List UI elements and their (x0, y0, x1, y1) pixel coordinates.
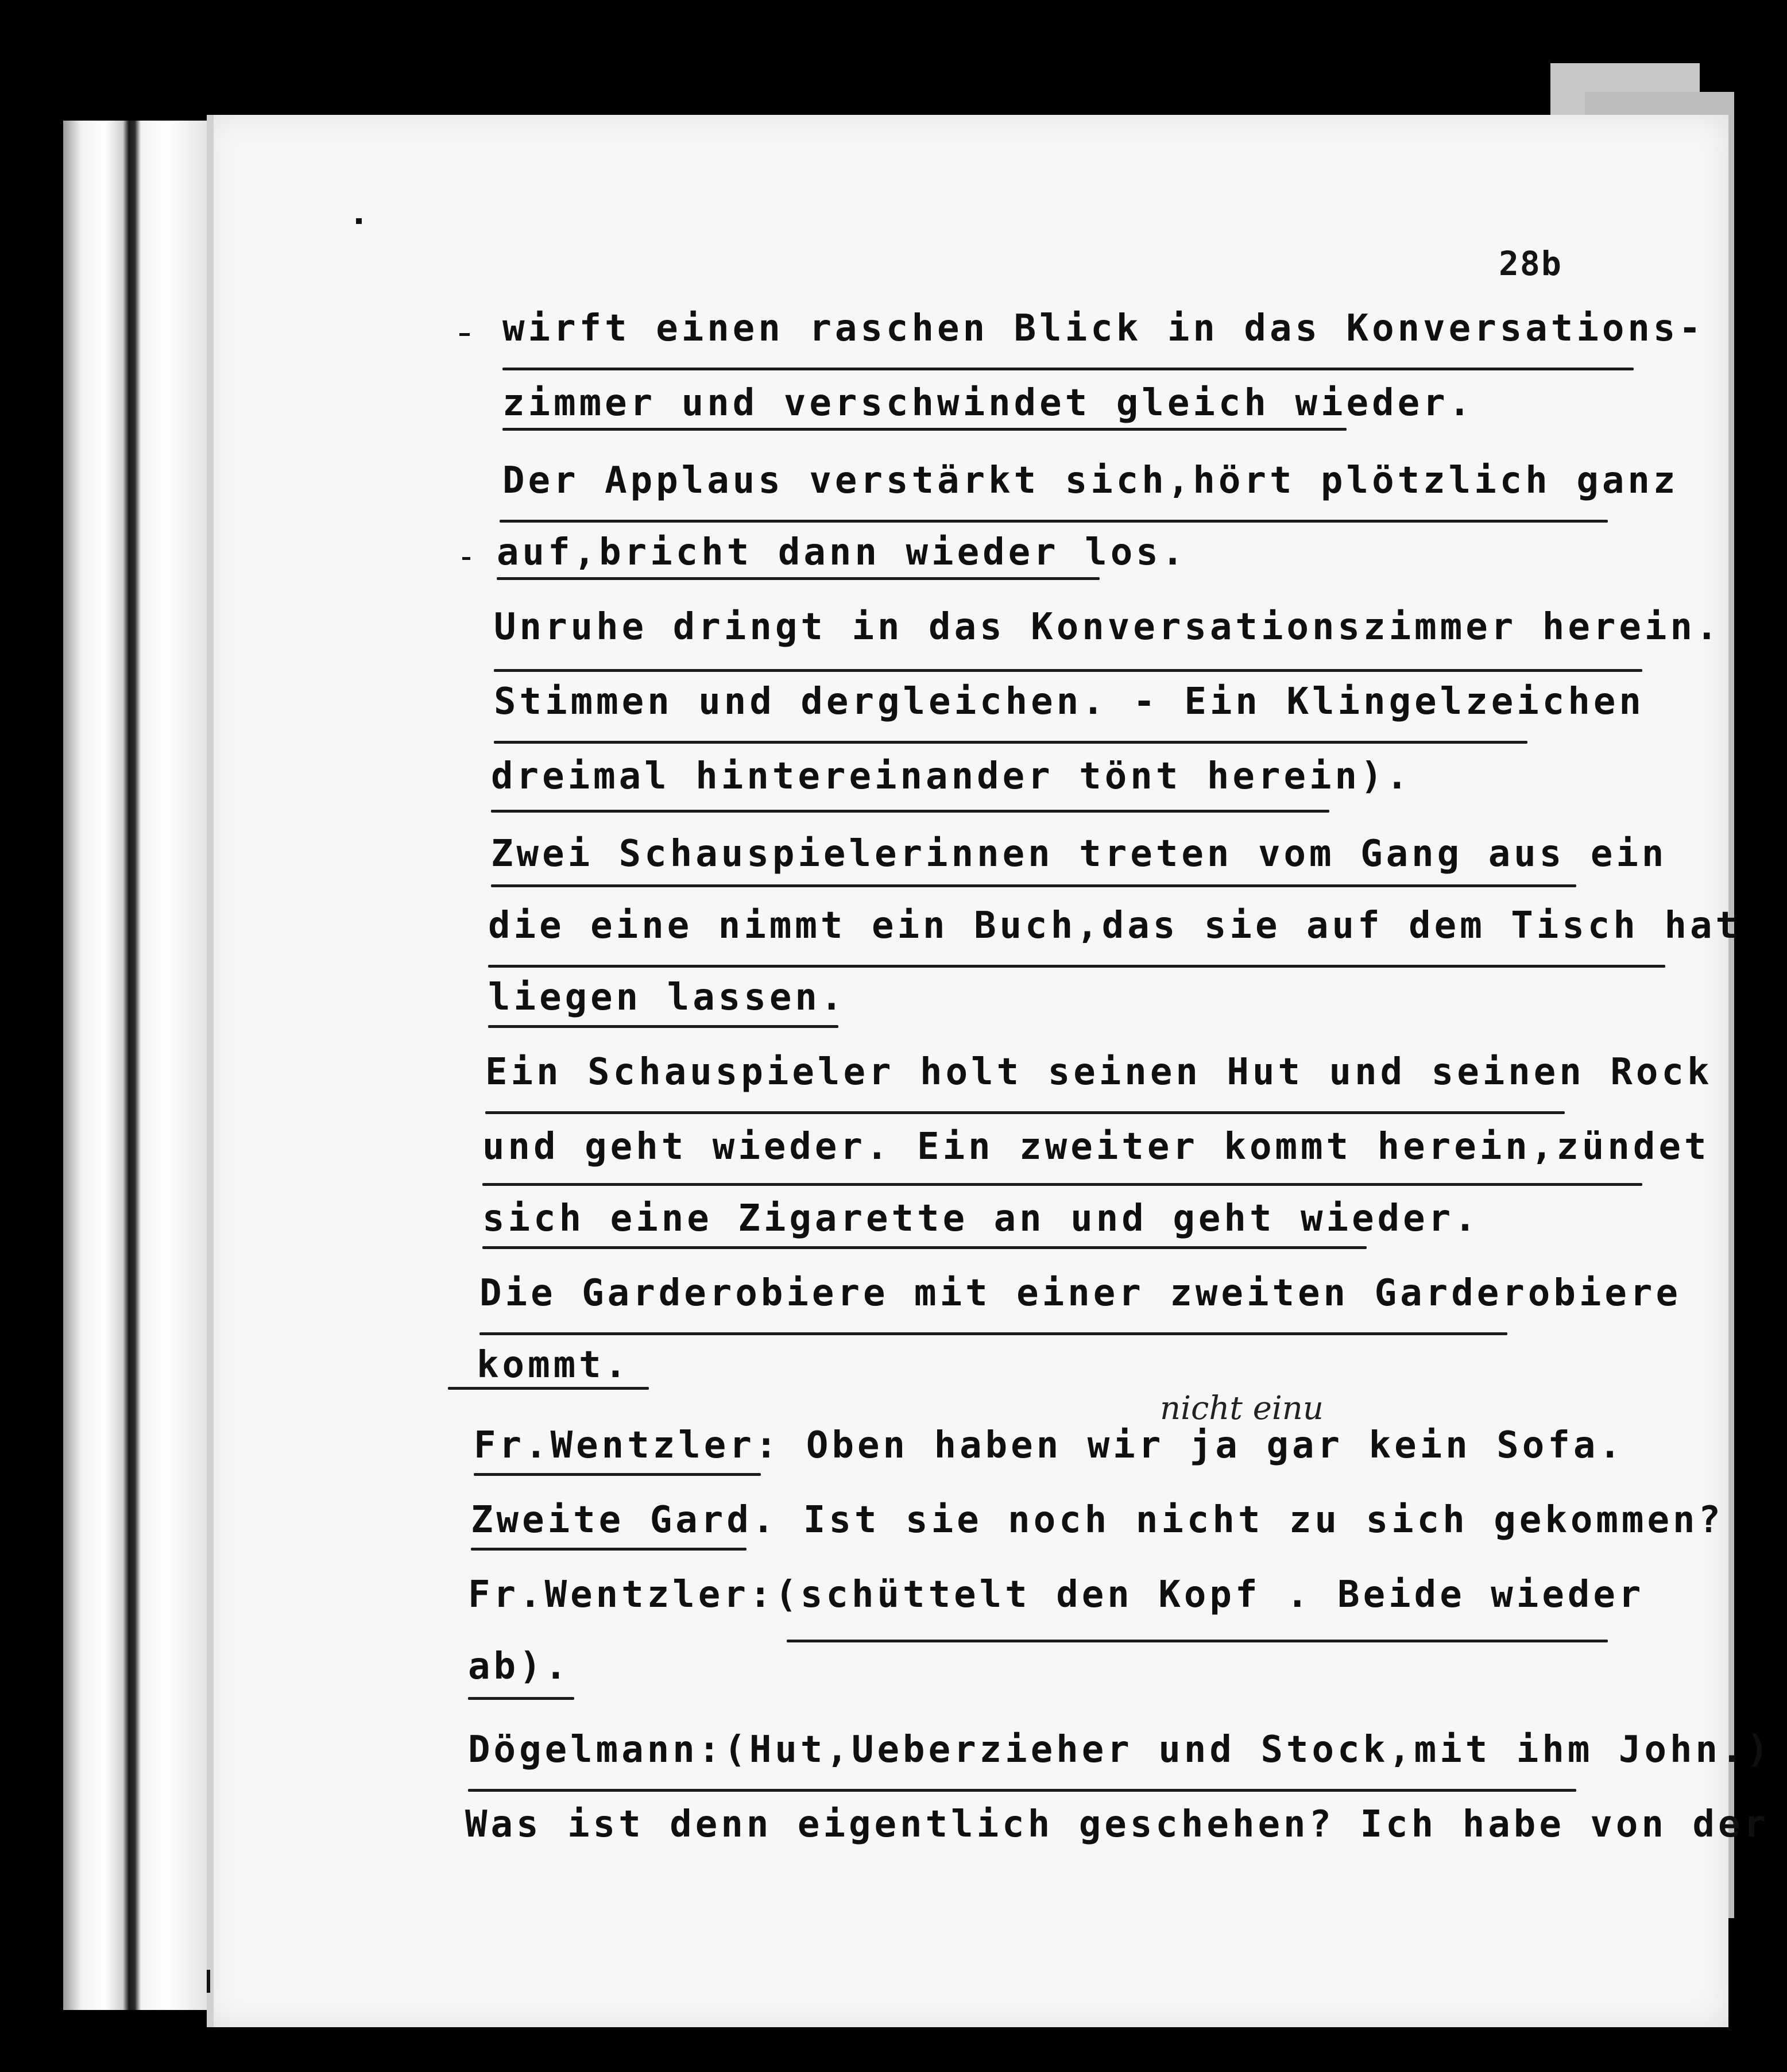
text-line: Dögelmann:(Hut,Ueberzieher und Stock,mit ihm John.) (468, 1729, 1773, 1771)
scan-speck (459, 333, 470, 336)
underline (491, 810, 1329, 813)
underline (482, 1183, 1642, 1186)
scan-speck (462, 557, 470, 560)
folded-page-edge (63, 121, 212, 2010)
underline (474, 1473, 761, 1476)
page-number: 28b (1499, 244, 1562, 283)
text-line: zimmer und verschwindet gleich wieder. (502, 382, 1475, 424)
page-left-edge (207, 115, 214, 2027)
text-line: Stimmen und dergleichen. - Ein Klingelzeichen (494, 681, 1645, 723)
underline (497, 577, 1100, 580)
text-line: liegen lassen. (488, 976, 846, 1019)
underline (471, 1548, 746, 1551)
text-line: Der Applaus verstärkt sich,hört plötzlich ganz (502, 459, 1679, 502)
underline (485, 1111, 1565, 1114)
text-line: die eine nimmt ein Buch,das sie auf dem Tisch hat (488, 904, 1742, 947)
underline (502, 428, 1347, 431)
underline (494, 669, 1642, 672)
text-line: ab). (468, 1645, 571, 1688)
text-line: Was ist denn eigentlich geschehen? Ich habe von der (465, 1803, 1770, 1846)
text-line: auf,bricht dann wieder los. (497, 531, 1188, 574)
text-line: Fr.Wentzler: Oben haben wir ja gar kein Sofa. (474, 1424, 1624, 1467)
underline (448, 1387, 649, 1390)
handwritten-annotation: nicht einu (1160, 1390, 1324, 1427)
text-line: dreimal hintereinander tönt herein). (491, 755, 1412, 798)
underline (787, 1640, 1608, 1642)
text-line: Unruhe dringt in das Konversationszimmer herein. (494, 606, 1722, 648)
text-line: Zweite Gard. Ist sie noch nicht zu sich gekommen? (471, 1499, 1724, 1541)
text-line: Ein Schauspieler holt seinen Hut und seinen Rock (485, 1051, 1713, 1093)
scan-speck (207, 1970, 210, 1993)
underline (491, 884, 1576, 887)
text-line: Die Garderobiere mit einer zweiten Garderobiere (479, 1272, 1681, 1315)
underline (468, 1697, 574, 1700)
underline (468, 1789, 1576, 1792)
text-line: wirft einen raschen Blick in das Konversations- (502, 307, 1704, 350)
underline (479, 1332, 1507, 1335)
text-line: kommt. (477, 1344, 631, 1386)
underline (500, 520, 1608, 523)
text-line: sich eine Zigarette an und geht wieder. (482, 1197, 1480, 1240)
underline (488, 1025, 838, 1028)
underline (502, 368, 1634, 370)
text-line: Fr.Wentzler:(schüttelt den Kopf . Beide wieder (468, 1574, 1645, 1616)
text-line: Zwei Schauspielerinnen treten vom Gang aus ein (491, 833, 1668, 875)
text-line: und geht wieder. Ein zweiter kommt herein,zündet (482, 1126, 1710, 1168)
underline (494, 741, 1527, 744)
underline (482, 1246, 1367, 1249)
underline (488, 965, 1665, 968)
scan-speck (356, 218, 362, 224)
